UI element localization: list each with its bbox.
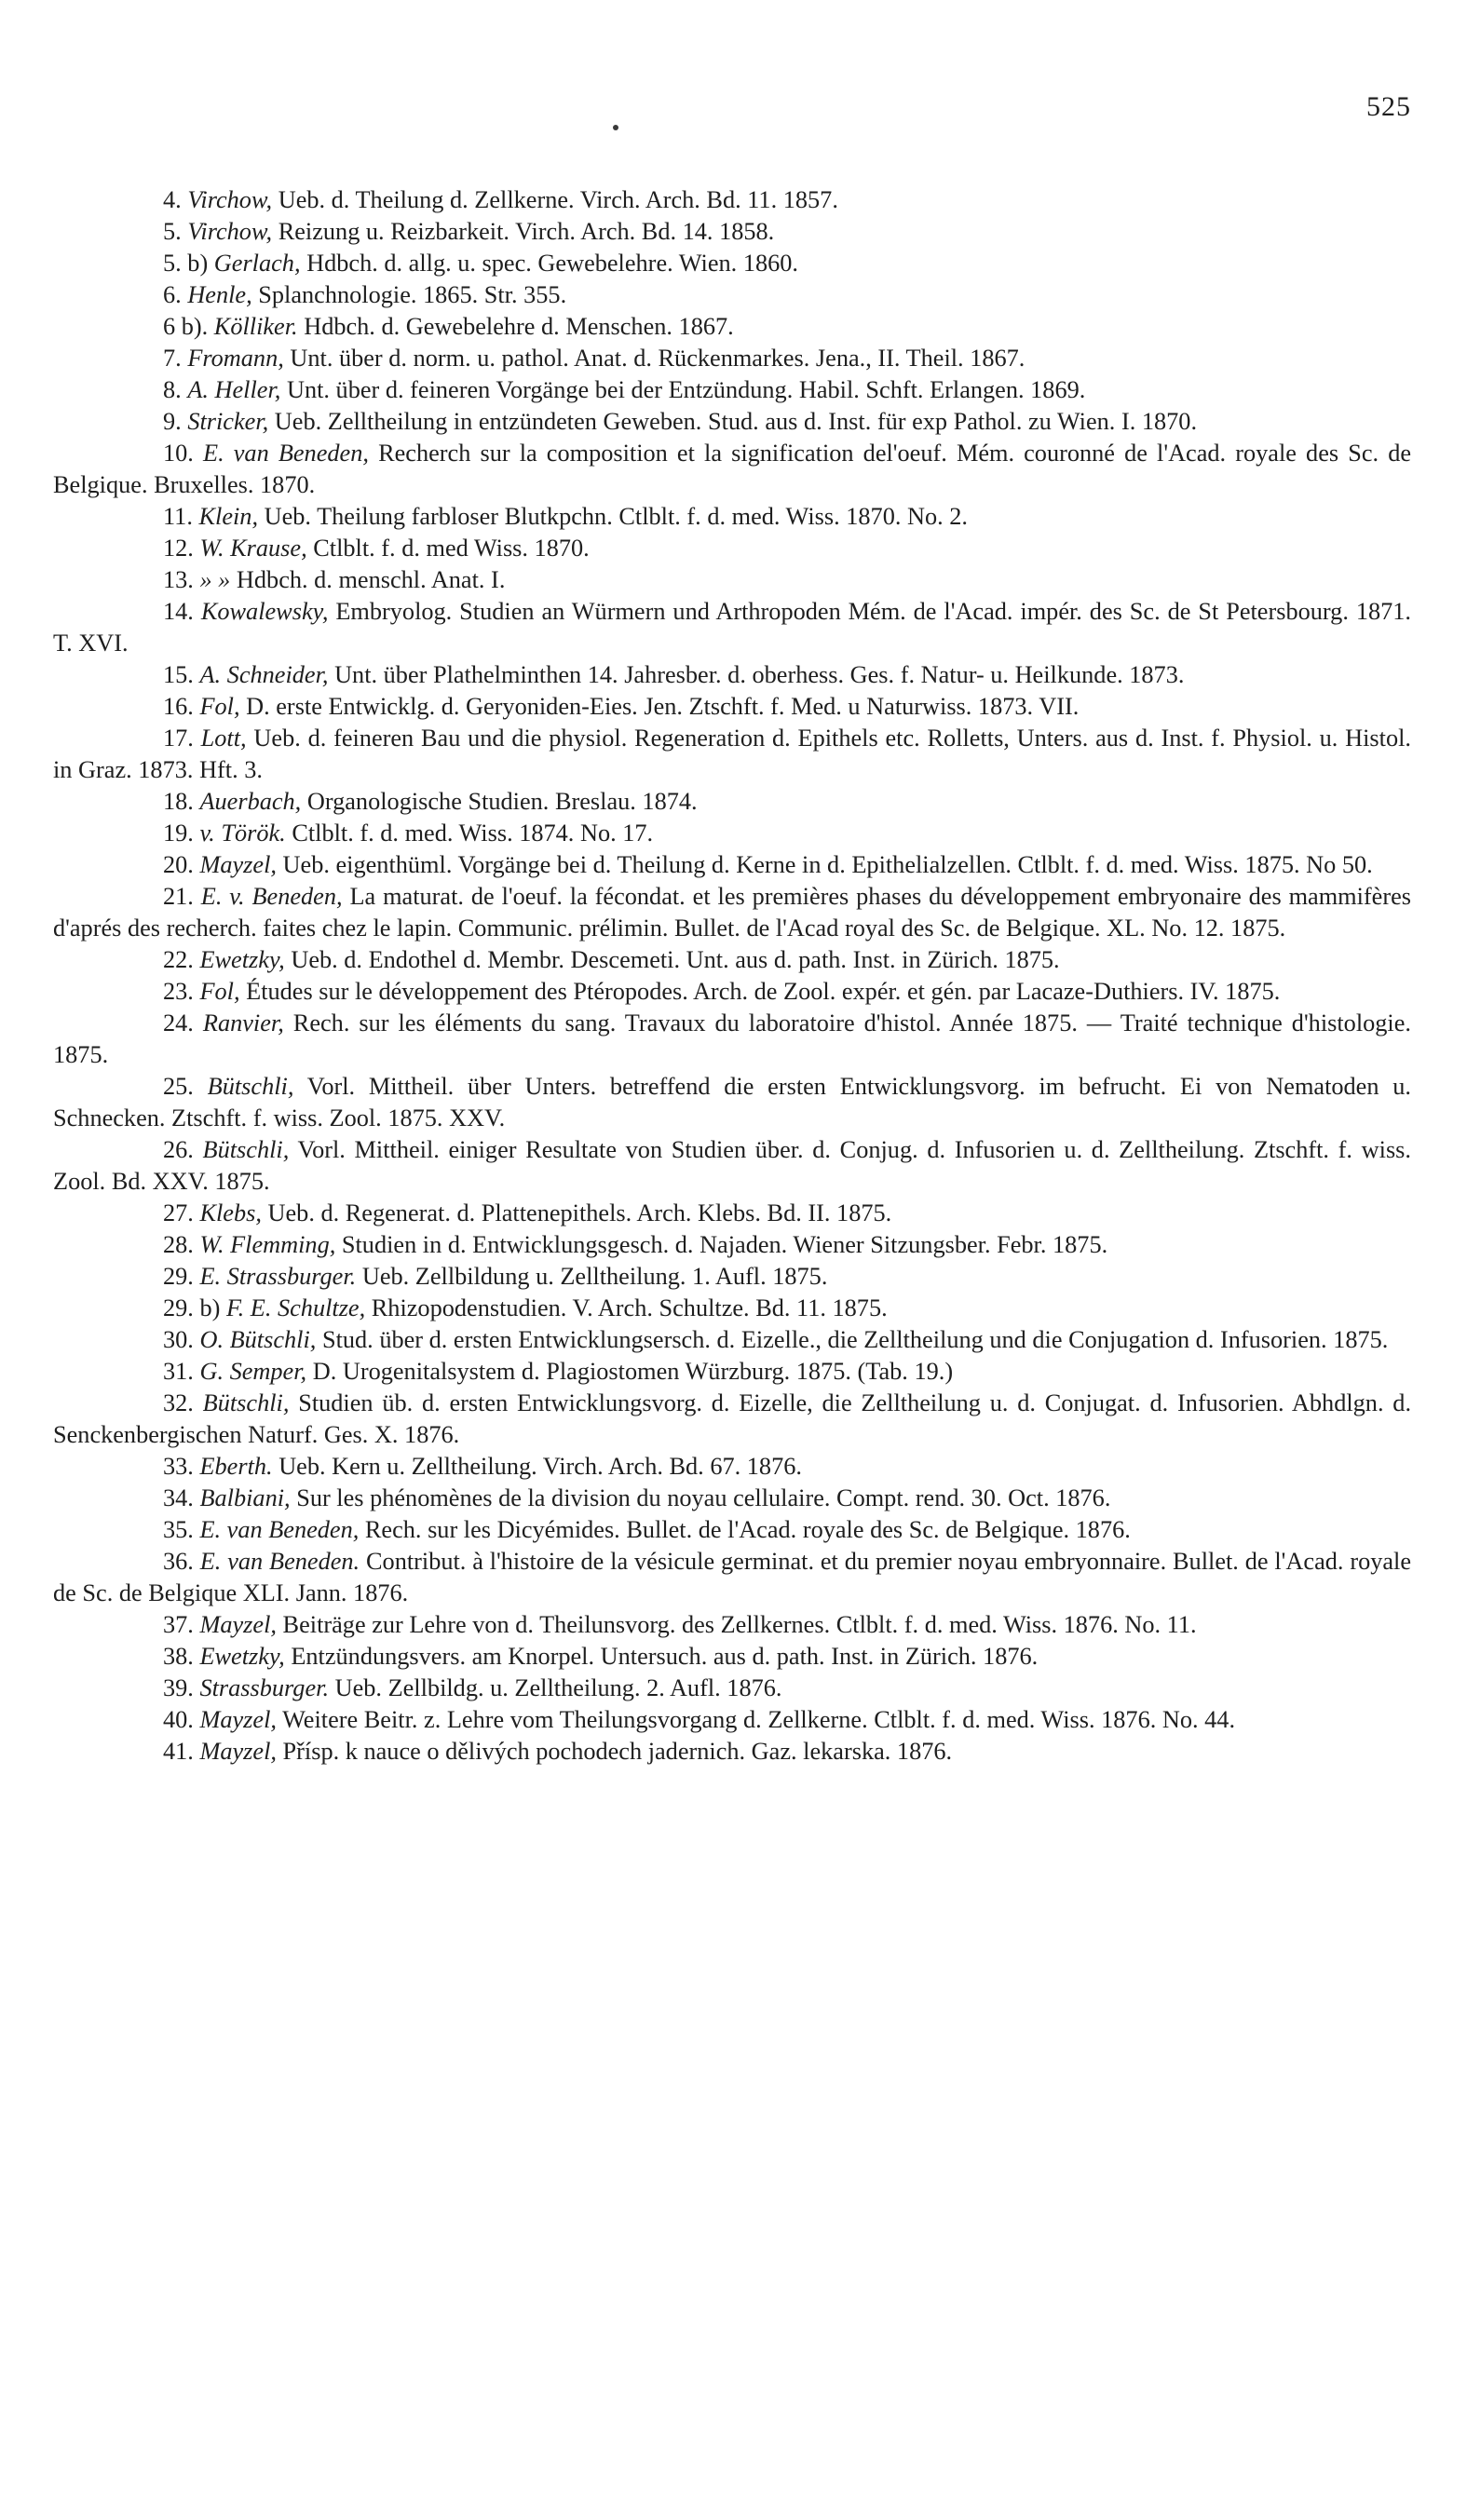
reference-text: Ueb. Zellbildg. u. Zelltheilung. 2. Aufl. 1876. xyxy=(334,1674,782,1701)
reference-entry xyxy=(53,1198,1411,1229)
reference-entry xyxy=(53,311,1411,343)
reference-entry xyxy=(53,849,1411,881)
reference-author: Lott, xyxy=(200,725,247,752)
reference-entry xyxy=(53,944,1411,976)
reference-entry xyxy=(53,438,1411,501)
reference-entry xyxy=(53,1229,1411,1261)
reference-number: 20. xyxy=(163,851,194,878)
reference-text: La maturat. de l'oeuf. la fécondat. et les premières phases du développement embryonaire des mammifères d'aprés des recherch. faites chez le lapin. Communic. prélimin. Bullet. de l'Acad royal des Sc. de Belgique. XL. No. 12. 1875. xyxy=(53,883,1412,942)
reference-number: 21. xyxy=(163,883,194,910)
reference-number: 28. xyxy=(163,1231,194,1258)
reference-number: 15. xyxy=(163,661,194,688)
reference-number: 5. b) xyxy=(163,250,209,277)
reference-text: Stud. über d. ersten Entwicklungsersch. d. Eizelle., die Zelltheilung und die Conjugation d. Infusorien. 1875. xyxy=(321,1326,1389,1353)
reference-number: 35. xyxy=(163,1516,194,1543)
reference-entry xyxy=(53,659,1411,691)
reference-text: Études sur le développement des Ptéropodes. Arch. de Zool. expér. et gén. par Lacaze-Duthiers. IV. 1875. xyxy=(246,978,1281,1005)
reference-number: 29. xyxy=(163,1263,194,1290)
reference-entry xyxy=(53,406,1411,438)
reference-entry xyxy=(53,501,1411,533)
print-speck xyxy=(613,125,618,130)
reference-author: E. van Beneden, xyxy=(203,440,369,467)
reference-number: 4. xyxy=(163,186,182,213)
reference-author: Stricker, xyxy=(187,408,269,435)
reference-author: Bütschli, xyxy=(202,1136,290,1163)
reference-text: Embryolog. Studien an Würmern und Arthropoden Mém. de l'Acad. impér. des Sc. de St Petersbourg. 1871. T. XVI. xyxy=(53,598,1412,657)
reference-text: Ueb. Zelltheilung in entzündeten Geweben. Stud. aus d. Inst. für exp Pathol. zu Wien. I. 1870. xyxy=(274,408,1198,435)
reference-number: 31. xyxy=(163,1358,194,1385)
reference-author: Klebs, xyxy=(199,1199,262,1226)
reference-author: E. van Beneden, xyxy=(199,1516,360,1543)
reference-text: Ueb. Theilung farbloser Blutkpchn. Ctlblt. f. d. med. Wiss. 1870. No. 2. xyxy=(264,503,969,530)
reference-entry xyxy=(53,1324,1411,1356)
reference-number: 30. xyxy=(163,1326,194,1353)
reference-entry xyxy=(53,1673,1411,1704)
reference-text: Weitere Beitr. z. Lehre vom Theilungsvorgang d. Zellkerne. Ctlblt. f. d. med. Wiss. 1876. No. 44. xyxy=(282,1706,1236,1733)
reference-author: Balbiani, xyxy=(199,1484,291,1511)
reference-number: 22. xyxy=(163,946,194,973)
reference-entry xyxy=(53,1546,1411,1609)
reference-text: Unt. über d. norm. u. pathol. Anat. d. Rückenmarkes. Jena., II. Theil. 1867. xyxy=(290,345,1026,372)
reference-author: Strassburger. xyxy=(199,1674,330,1701)
reference-entry xyxy=(53,1293,1411,1324)
reference-number: 12. xyxy=(163,535,194,562)
reference-number: 41. xyxy=(163,1738,194,1765)
reference-entry xyxy=(53,786,1411,818)
reference-number: 25. xyxy=(163,1073,194,1100)
reference-number: 40. xyxy=(163,1706,194,1733)
reference-number: 7. xyxy=(163,345,182,372)
reference-author: G. Semper, xyxy=(199,1358,307,1385)
reference-author: F. E. Schultze, xyxy=(225,1294,366,1321)
reference-author: Henle, xyxy=(187,281,252,308)
reference-number: 29. b) xyxy=(163,1294,221,1321)
reference-author: E. van Beneden. xyxy=(199,1548,360,1575)
reference-author: O. Bütschli, xyxy=(199,1326,317,1353)
reference-text: Ueb. d. Theilung d. Zellkerne. Virch. Arch. Bd. 11. 1857. xyxy=(278,186,838,213)
reference-text: Splanchnologie. 1865. Str. 355. xyxy=(258,281,567,308)
reference-author: Bütschli, xyxy=(207,1073,294,1100)
reference-number: 26. xyxy=(163,1136,194,1163)
reference-entry xyxy=(53,374,1411,406)
reference-entry xyxy=(53,1451,1411,1483)
reference-number: 37. xyxy=(163,1611,194,1638)
reference-text: D. Urogenitalsystem d. Plagiostomen Würzburg. 1875. (Tab. 19.) xyxy=(312,1358,954,1385)
reference-text: Studien üb. d. ersten Entwicklungsvorg. d. Eizelle, die Zelltheilung u. d. Conjugat. d. Infusorien. Abhdlgn. d. Senckenbergischen Naturf. Ges. X. 1876. xyxy=(53,1389,1412,1448)
reference-author: A. Schneider, xyxy=(199,661,329,688)
reference-entry xyxy=(53,723,1411,786)
reference-author: Eberth. xyxy=(199,1453,273,1480)
reference-author: Mayzel, xyxy=(199,1611,277,1638)
reference-author: » » xyxy=(199,566,231,593)
reference-number: 17. xyxy=(163,725,194,752)
reference-number: 24. xyxy=(163,1009,194,1036)
reference-text: Ueb. d. feineren Bau und die physiol. Regeneration d. Epithels etc. Rolletts, Unters. aus d. Inst. f. Physiol. u. Histol. in Graz. 1873. Hft. 3. xyxy=(53,725,1411,783)
reference-author: Fromann, xyxy=(187,345,284,372)
reference-number: 39. xyxy=(163,1674,194,1701)
reference-number: 38. xyxy=(163,1643,194,1670)
reference-entry xyxy=(53,1736,1411,1768)
reference-entry xyxy=(53,216,1411,248)
reference-entry xyxy=(53,1388,1411,1451)
reference-author: Bütschli, xyxy=(202,1389,290,1416)
reference-number: 5. xyxy=(163,218,182,245)
reference-text: Organologische Studien. Breslau. 1874. xyxy=(306,788,698,815)
reference-author: Gerlach, xyxy=(213,250,301,277)
reference-author: Ewetzky, xyxy=(199,946,285,973)
reference-entry xyxy=(53,533,1411,564)
reference-author: Fol, xyxy=(199,978,240,1005)
reference-entry xyxy=(53,1261,1411,1293)
reference-number: 14. xyxy=(163,598,194,625)
reference-number: 19. xyxy=(163,820,194,847)
reference-author: W. Krause, xyxy=(199,535,307,562)
reference-text: Rhizopodenstudien. V. Arch. Schultze. Bd. 11. 1875. xyxy=(371,1294,888,1321)
reference-author: Mayzel, xyxy=(199,1738,277,1765)
reference-text: Ueb. Kern u. Zelltheilung. Virch. Arch. Bd. 67. 1876. xyxy=(278,1453,802,1480)
reference-number: 32. xyxy=(163,1389,194,1416)
reference-author: Virchow, xyxy=(187,186,273,213)
reference-list xyxy=(53,184,1411,1768)
reference-author: Ewetzky, xyxy=(199,1643,285,1670)
reference-entry xyxy=(53,1514,1411,1546)
reference-entry xyxy=(53,691,1411,723)
reference-number: 27. xyxy=(163,1199,194,1226)
reference-entry xyxy=(53,343,1411,374)
reference-entry xyxy=(53,279,1411,311)
reference-number: 8. xyxy=(163,376,182,403)
reference-author: Kölliker. xyxy=(213,313,298,340)
reference-text: Ueb. Zellbildung u. Zelltheilung. 1. Aufl. 1875. xyxy=(361,1263,828,1290)
reference-text: Vorl. Mittheil. einiger Resultate von Studien über. d. Conjug. d. Infusorien u. d. Zelltheilung. Ztschft. f. wiss. Zool. Bd. XXV. 1875. xyxy=(53,1136,1411,1195)
reference-text: D. erste Entwicklg. d. Geryoniden-Eies. Jen. Ztschft. f. Med. u Naturwiss. 1873. VII. xyxy=(246,693,1080,720)
reference-text: Vorl. Mittheil. über Unters. betreffend die ersten Entwicklungsvorg. im befrucht. Ei von Nematoden u. Schnecken. Ztschft. f. wiss. Zool. 1875. XXV. xyxy=(53,1073,1411,1131)
reference-entry xyxy=(53,1008,1411,1071)
reference-number: 9. xyxy=(163,408,182,435)
reference-author: E. Strassburger. xyxy=(199,1263,357,1290)
reference-entry xyxy=(53,596,1411,659)
page-number: 525 xyxy=(1366,91,1411,122)
reference-number: 18. xyxy=(163,788,194,815)
reference-entry xyxy=(53,1356,1411,1388)
reference-author: Fol, xyxy=(199,693,240,720)
reference-number: 13. xyxy=(163,566,194,593)
reference-entry xyxy=(53,1134,1411,1198)
reference-text: Přísp. k nauce o dělivých pochodech jadernich. Gaz. lekarska. 1876. xyxy=(282,1738,953,1765)
reference-author: W. Flemming, xyxy=(199,1231,336,1258)
reference-entry xyxy=(53,1641,1411,1673)
reference-number: 10. xyxy=(163,440,194,467)
reference-entry xyxy=(53,564,1411,596)
reference-text: Ctlblt. f. d. med. Wiss. 1874. No. 17. xyxy=(292,820,654,847)
reference-text: Unt. über d. feineren Vorgänge bei der Entzündung. Habil. Schft. Erlangen. 1869. xyxy=(286,376,1086,403)
reference-author: Mayzel, xyxy=(199,1706,277,1733)
reference-text: Hdbch. d. allg. u. spec. Gewebelehre. Wien. 1860. xyxy=(306,250,798,277)
reference-number: 6. xyxy=(163,281,182,308)
reference-text: Rech. sur les Dicyémides. Bullet. de l'Acad. royale des Sc. de Belgique. 1876. xyxy=(364,1516,1131,1543)
reference-number: 36. xyxy=(163,1548,194,1575)
reference-text: Ueb. d. Endothel d. Membr. Descemeti. Unt. aus d. path. Inst. in Zürich. 1875. xyxy=(291,946,1060,973)
reference-entry xyxy=(53,1071,1411,1134)
reference-entry xyxy=(53,1704,1411,1736)
reference-text: Reizung u. Reizbarkeit. Virch. Arch. Bd. 14. 1858. xyxy=(278,218,775,245)
reference-author: E. v. Beneden, xyxy=(200,883,343,910)
reference-author: A. Heller, xyxy=(187,376,281,403)
reference-author: v. Török. xyxy=(199,820,286,847)
reference-text: Recherch sur la composition et la signification del'oeuf. Mém. couronné de l'Acad. royale des Sc. de Belgique. Bruxelles. 1870. xyxy=(53,440,1412,498)
reference-text: Studien in d. Entwicklungsgesch. d. Najaden. Wiener Sitzungsber. Febr. 1875. xyxy=(341,1231,1108,1258)
reference-text: Entzündungsvers. am Knorpel. Untersuch. aus d. path. Inst. in Zürich. 1876. xyxy=(291,1643,1039,1670)
reference-text: Ueb. eigenthüml. Vorgänge bei d. Theilung d. Kerne in d. Epithelialzellen. Ctlblt. f. d. med. Wiss. 1875. No 50. xyxy=(282,851,1373,878)
reference-number: 34. xyxy=(163,1484,194,1511)
reference-text: Hdbch. d. menschl. Anat. I. xyxy=(236,566,506,593)
reference-number: 23. xyxy=(163,978,194,1005)
reference-text: Beiträge zur Lehre von d. Theilunsvorg. des Zellkernes. Ctlblt. f. d. med. Wiss. 1876. No. 11. xyxy=(282,1611,1197,1638)
reference-author: Ranvier, xyxy=(202,1009,284,1036)
reference-text: Hdbch. d. Gewebelehre d. Menschen. 1867. xyxy=(304,313,734,340)
reference-author: Virchow, xyxy=(187,218,273,245)
reference-author: Klein, xyxy=(198,503,259,530)
reference-entry xyxy=(53,1483,1411,1514)
reference-entry xyxy=(53,818,1411,849)
reference-entry xyxy=(53,881,1411,944)
reference-text: Unt. über Plathelminthen 14. Jahresber. d. oberhess. Ges. f. Natur- u. Heilkunde. 1873. xyxy=(334,661,1185,688)
reference-entry xyxy=(53,1609,1411,1641)
reference-text: Sur les phénomènes de la division du noyau cellulaire. Compt. rend. 30. Oct. 1876. xyxy=(296,1484,1111,1511)
reference-entry xyxy=(53,248,1411,279)
reference-number: 33. xyxy=(163,1453,194,1480)
reference-text: Ctlblt. f. d. med Wiss. 1870. xyxy=(313,535,590,562)
reference-entry xyxy=(53,976,1411,1008)
reference-number: 11. xyxy=(163,503,193,530)
reference-author: Auerbach, xyxy=(199,788,302,815)
reference-author: Kowalewsky, xyxy=(200,598,329,625)
reference-entry xyxy=(53,184,1411,216)
reference-number: 6 b). xyxy=(163,313,209,340)
reference-text: Rech. sur les éléments du sang. Travaux du laboratoire d'histol. Année 1875. — Traité technique d'histologie. 1875. xyxy=(53,1009,1411,1068)
reference-author: Mayzel, xyxy=(199,851,277,878)
reference-text: Ueb. d. Regenerat. d. Plattenepithels. Arch. Klebs. Bd. II. 1875. xyxy=(267,1199,892,1226)
reference-number: 16. xyxy=(163,693,194,720)
reference-text: Contribut. à l'histoire de la vésicule germinat. et du premier noyau embryonnaire. Bullet. de l'Acad. royale de Sc. de Belgique XLI. Jann. 1876. xyxy=(53,1548,1412,1606)
